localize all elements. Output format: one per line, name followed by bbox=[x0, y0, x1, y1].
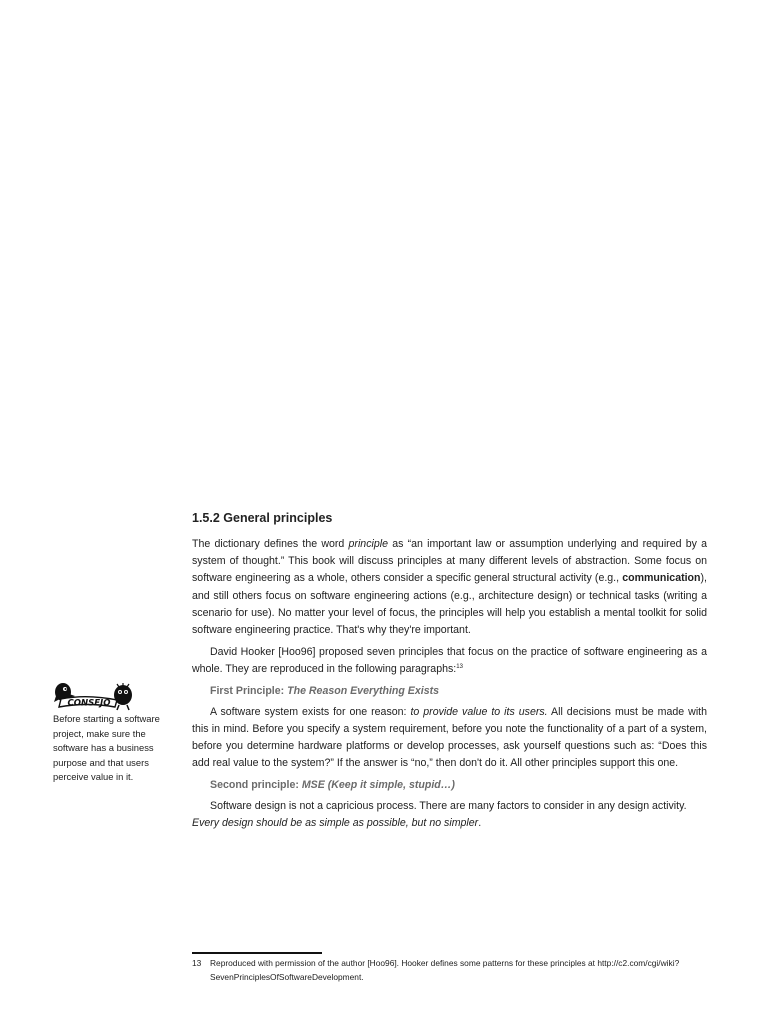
tip-text: Before starting a software project, make sure the software has a business purpose and that users perceive value in it. bbox=[53, 713, 160, 782]
paragraph-definition bbox=[192, 536, 707, 639]
text-span: All decisions must be made with this in mind. Before you specify a system requirement, before you note the functionality of a part of a system, before you determine hardware platforms or develop processes, ask yourself questions such as: “Does this add real value to the system?” If the answer is “no,” then don't do it. All other principles support this one. bbox=[192, 705, 708, 770]
text-span: Software design is not a capricious process. There are many factors to consider in any design activity. bbox=[210, 799, 687, 812]
text-span: A software system exists for one reason: bbox=[210, 705, 411, 718]
footnote bbox=[192, 956, 712, 984]
text-span: as “an important law or assumption underlying and required by a system of thought.” This book will discuss principles at many different levels of abstraction. Some focus on software engineering as a whole, others consider a specific general structural activity (e.g., bbox=[192, 538, 708, 585]
principle-name: The Reason Everything Exists bbox=[287, 684, 440, 697]
term-principle: principle bbox=[348, 538, 388, 550]
text-span: . bbox=[478, 817, 482, 830]
principle-1-title bbox=[192, 683, 707, 700]
consejo-logo-icon bbox=[53, 680, 135, 712]
footnote-text-continued: SevenPrinciplesOfSoftwareDevelopment. bbox=[210, 972, 364, 982]
text-span: David Hooker [Hoo96] proposed seven principles that focus on the practice of software engineering as a whole. They are reproduced in the following paragraphs: bbox=[192, 646, 707, 676]
paragraph-hooker bbox=[192, 644, 707, 678]
text-span: ), and still others focus on software engineering actions (e.g., architecture design) or technical tasks (writing a scenario for use). No matter your level of focus, the principles will help you establish a mental toolkit for solid software engineering practice. That's why they're important. bbox=[192, 572, 707, 637]
footnote-number: 13 bbox=[192, 958, 202, 968]
sidebar-tip bbox=[53, 680, 173, 785]
footnote-text: Reproduced with permission of the author [Hoo96]. Hooker defines some patterns for these principles at http://c2.com/cgi/wiki? bbox=[210, 958, 680, 968]
main-text bbox=[192, 536, 707, 832]
consejo-logo-text: CONSEJO bbox=[67, 698, 111, 709]
footnote-reference[interactable]: 13 bbox=[456, 664, 463, 671]
text-span: The dictionary defines the word bbox=[192, 538, 349, 550]
term-communication: communication bbox=[622, 572, 701, 585]
emphasis-text: Every design should be as simple as possible, but no simpler bbox=[192, 817, 479, 830]
principle-label: First Principle: bbox=[210, 684, 288, 697]
paragraph-principle-1 bbox=[192, 704, 707, 773]
principle-2-title bbox=[192, 777, 707, 794]
paragraph-principle-2 bbox=[192, 798, 707, 832]
principle-name: MSE (Keep it simple, stupid…) bbox=[301, 778, 455, 791]
principle-label: Second principle: bbox=[210, 778, 302, 791]
section-heading: 1.5.2 General principles bbox=[192, 511, 333, 525]
footnote-divider bbox=[192, 952, 322, 954]
emphasis-text: to provide value to its users. bbox=[410, 705, 548, 718]
footnote-line bbox=[192, 956, 712, 970]
